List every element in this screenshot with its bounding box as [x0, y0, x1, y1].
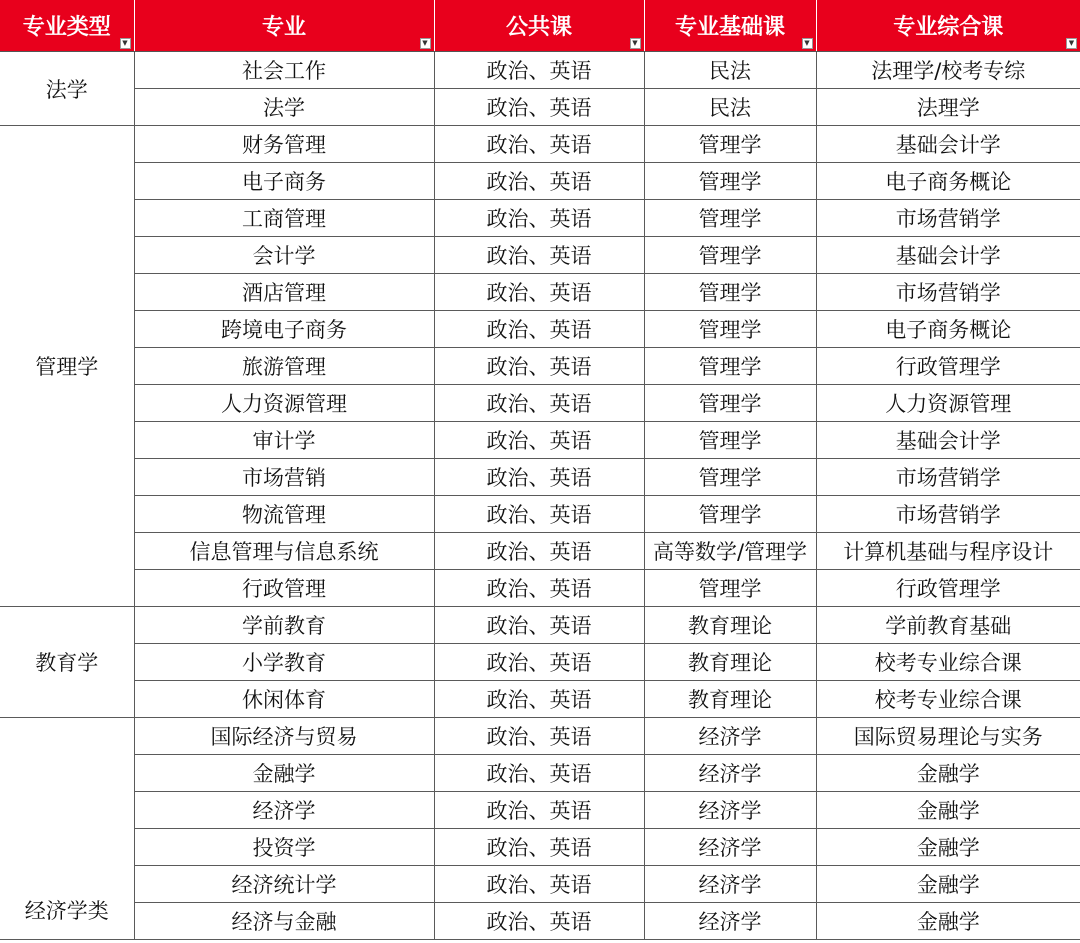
table-row [0, 459, 1080, 496]
major-cell: 经济与金融 [134, 903, 434, 940]
public-course-cell: 政治、英语 [434, 200, 644, 237]
public-course-cell: 政治、英语 [434, 274, 644, 311]
basic-course-cell: 管理学 [644, 200, 816, 237]
comprehensive-course-cell: 金融学 [816, 866, 1080, 903]
table-row [0, 755, 1080, 792]
public-course-cell: 政治、英语 [434, 496, 644, 533]
basic-course-cell: 经济学 [644, 755, 816, 792]
table-row [0, 163, 1080, 200]
major-cell: 跨境电子商务 [134, 311, 434, 348]
header-public-course [434, 0, 644, 52]
table-row [0, 348, 1080, 385]
table-row [0, 644, 1080, 681]
major-cell: 经济学 [134, 792, 434, 829]
header-label: 专业综合课 [893, 15, 1004, 40]
basic-course-cell: 民法 [644, 89, 816, 126]
public-course-cell: 政治、英语 [434, 533, 644, 570]
comprehensive-course-cell: 学前教育基础 [816, 607, 1080, 644]
table-row [0, 126, 1080, 163]
public-course-cell: 政治、英语 [434, 681, 644, 718]
basic-course-cell: 经济学 [644, 829, 816, 866]
public-course-cell: 政治、英语 [434, 607, 644, 644]
major-cell: 物流管理 [134, 496, 434, 533]
basic-course-cell: 经济学 [644, 866, 816, 903]
comprehensive-course-cell: 市场营销学 [816, 274, 1080, 311]
header-label: 公共课 [505, 15, 572, 40]
public-course-cell: 政治、英语 [434, 903, 644, 940]
header-comprehensive-course [816, 0, 1080, 52]
basic-course-cell: 教育理论 [644, 681, 816, 718]
public-course-cell: 政治、英语 [434, 52, 644, 89]
comprehensive-course-cell: 市场营销学 [816, 496, 1080, 533]
comprehensive-course-cell: 计算机基础与程序设计 [816, 533, 1080, 570]
major-cell: 酒店管理 [134, 274, 434, 311]
table-row [0, 533, 1080, 570]
comprehensive-course-cell: 电子商务概论 [816, 311, 1080, 348]
basic-course-cell: 管理学 [644, 237, 816, 274]
category-cell: 管理学 [0, 126, 134, 607]
public-course-cell: 政治、英语 [434, 348, 644, 385]
major-cell: 审计学 [134, 422, 434, 459]
major-cell: 人力资源管理 [134, 385, 434, 422]
table-row [0, 829, 1080, 866]
public-course-cell: 政治、英语 [434, 570, 644, 607]
comprehensive-course-cell: 法理学 [816, 89, 1080, 126]
basic-course-cell: 管理学 [644, 311, 816, 348]
public-course-cell: 政治、英语 [434, 311, 644, 348]
comprehensive-course-cell: 基础会计学 [816, 237, 1080, 274]
public-course-cell: 政治、英语 [434, 718, 644, 755]
comprehensive-course-cell: 基础会计学 [816, 126, 1080, 163]
comprehensive-course-cell: 电子商务概论 [816, 163, 1080, 200]
comprehensive-course-cell: 市场营销学 [816, 459, 1080, 496]
table-row [0, 52, 1080, 89]
basic-course-cell: 管理学 [644, 348, 816, 385]
dropdown-arrow-icon[interactable]: ▼ [1066, 38, 1077, 49]
comprehensive-course-cell: 法理学/校考专综 [816, 52, 1080, 89]
table-row [0, 607, 1080, 644]
public-course-cell: 政治、英语 [434, 829, 644, 866]
major-cell: 会计学 [134, 237, 434, 274]
comprehensive-course-cell: 国际贸易理论与实务 [816, 718, 1080, 755]
table-row [0, 422, 1080, 459]
basic-course-cell: 管理学 [644, 385, 816, 422]
basic-course-cell: 管理学 [644, 459, 816, 496]
public-course-cell: 政治、英语 [434, 459, 644, 496]
table-row [0, 792, 1080, 829]
comprehensive-course-cell: 基础会计学 [816, 422, 1080, 459]
table-row [0, 718, 1080, 755]
basic-course-cell: 教育理论 [644, 607, 816, 644]
basic-course-cell: 经济学 [644, 792, 816, 829]
major-cell: 休闲体育 [134, 681, 434, 718]
basic-course-cell: 高等数学/管理学 [644, 533, 816, 570]
comprehensive-course-cell: 校考专业综合课 [816, 644, 1080, 681]
major-cell: 小学教育 [134, 644, 434, 681]
basic-course-cell: 管理学 [644, 126, 816, 163]
table-row [0, 311, 1080, 348]
header-label: 专业类型 [22, 15, 111, 40]
major-cell: 信息管理与信息系统 [134, 533, 434, 570]
public-course-cell: 政治、英语 [434, 755, 644, 792]
dropdown-arrow-icon[interactable]: ▼ [802, 38, 813, 49]
major-cell: 学前教育 [134, 607, 434, 644]
major-cell: 市场营销 [134, 459, 434, 496]
header-basic-course [644, 0, 816, 52]
comprehensive-course-cell: 行政管理学 [816, 570, 1080, 607]
major-cell: 法学 [134, 89, 434, 126]
comprehensive-course-cell: 金融学 [816, 829, 1080, 866]
major-cell: 国际经济与贸易 [134, 718, 434, 755]
comprehensive-course-cell: 金融学 [816, 755, 1080, 792]
basic-course-cell: 教育理论 [644, 644, 816, 681]
major-cell: 经济统计学 [134, 866, 434, 903]
basic-course-cell: 管理学 [644, 422, 816, 459]
public-course-cell: 政治、英语 [434, 866, 644, 903]
comprehensive-course-cell: 人力资源管理 [816, 385, 1080, 422]
public-course-cell: 政治、英语 [434, 237, 644, 274]
dropdown-arrow-icon[interactable]: ▼ [120, 38, 131, 49]
table-row [0, 496, 1080, 533]
table-row [0, 385, 1080, 422]
comprehensive-course-cell: 金融学 [816, 792, 1080, 829]
dropdown-arrow-icon[interactable]: ▼ [630, 38, 641, 49]
public-course-cell: 政治、英语 [434, 163, 644, 200]
major-cell: 金融学 [134, 755, 434, 792]
major-cell: 旅游管理 [134, 348, 434, 385]
public-course-cell: 政治、英语 [434, 89, 644, 126]
table-row [0, 866, 1080, 903]
category-cell: 经济学类 [0, 718, 134, 940]
comprehensive-course-cell: 市场营销学 [816, 200, 1080, 237]
header-major [134, 0, 434, 52]
header-label: 专业 [261, 15, 306, 40]
table-row [0, 89, 1080, 126]
header-label: 专业基础课 [674, 15, 785, 40]
comprehensive-course-cell: 金融学 [816, 903, 1080, 940]
major-cell: 行政管理 [134, 570, 434, 607]
public-course-cell: 政治、英语 [434, 385, 644, 422]
public-course-cell: 政治、英语 [434, 126, 644, 163]
basic-course-cell: 民法 [644, 52, 816, 89]
major-cell: 工商管理 [134, 200, 434, 237]
table-row [0, 237, 1080, 274]
major-cell: 财务管理 [134, 126, 434, 163]
basic-course-cell: 管理学 [644, 570, 816, 607]
table-row [0, 200, 1080, 237]
header-category [0, 0, 134, 52]
public-course-cell: 政治、英语 [434, 422, 644, 459]
basic-course-cell: 管理学 [644, 496, 816, 533]
public-course-cell: 政治、英语 [434, 644, 644, 681]
table-row [0, 681, 1080, 718]
major-cell: 投资学 [134, 829, 434, 866]
dropdown-arrow-icon[interactable]: ▼ [420, 38, 431, 49]
category-cell: 法学 [0, 52, 134, 126]
major-cell: 社会工作 [134, 52, 434, 89]
basic-course-cell: 管理学 [644, 274, 816, 311]
major-cell: 电子商务 [134, 163, 434, 200]
table-row [0, 903, 1080, 940]
category-cell: 教育学 [0, 607, 134, 718]
basic-course-cell: 经济学 [644, 718, 816, 755]
header-row [0, 0, 1080, 52]
basic-course-cell: 管理学 [644, 163, 816, 200]
public-course-cell: 政治、英语 [434, 792, 644, 829]
table-row [0, 274, 1080, 311]
comprehensive-course-cell: 行政管理学 [816, 348, 1080, 385]
comprehensive-course-cell: 校考专业综合课 [816, 681, 1080, 718]
basic-course-cell: 经济学 [644, 903, 816, 940]
table-body [0, 52, 1080, 940]
table-row [0, 570, 1080, 607]
